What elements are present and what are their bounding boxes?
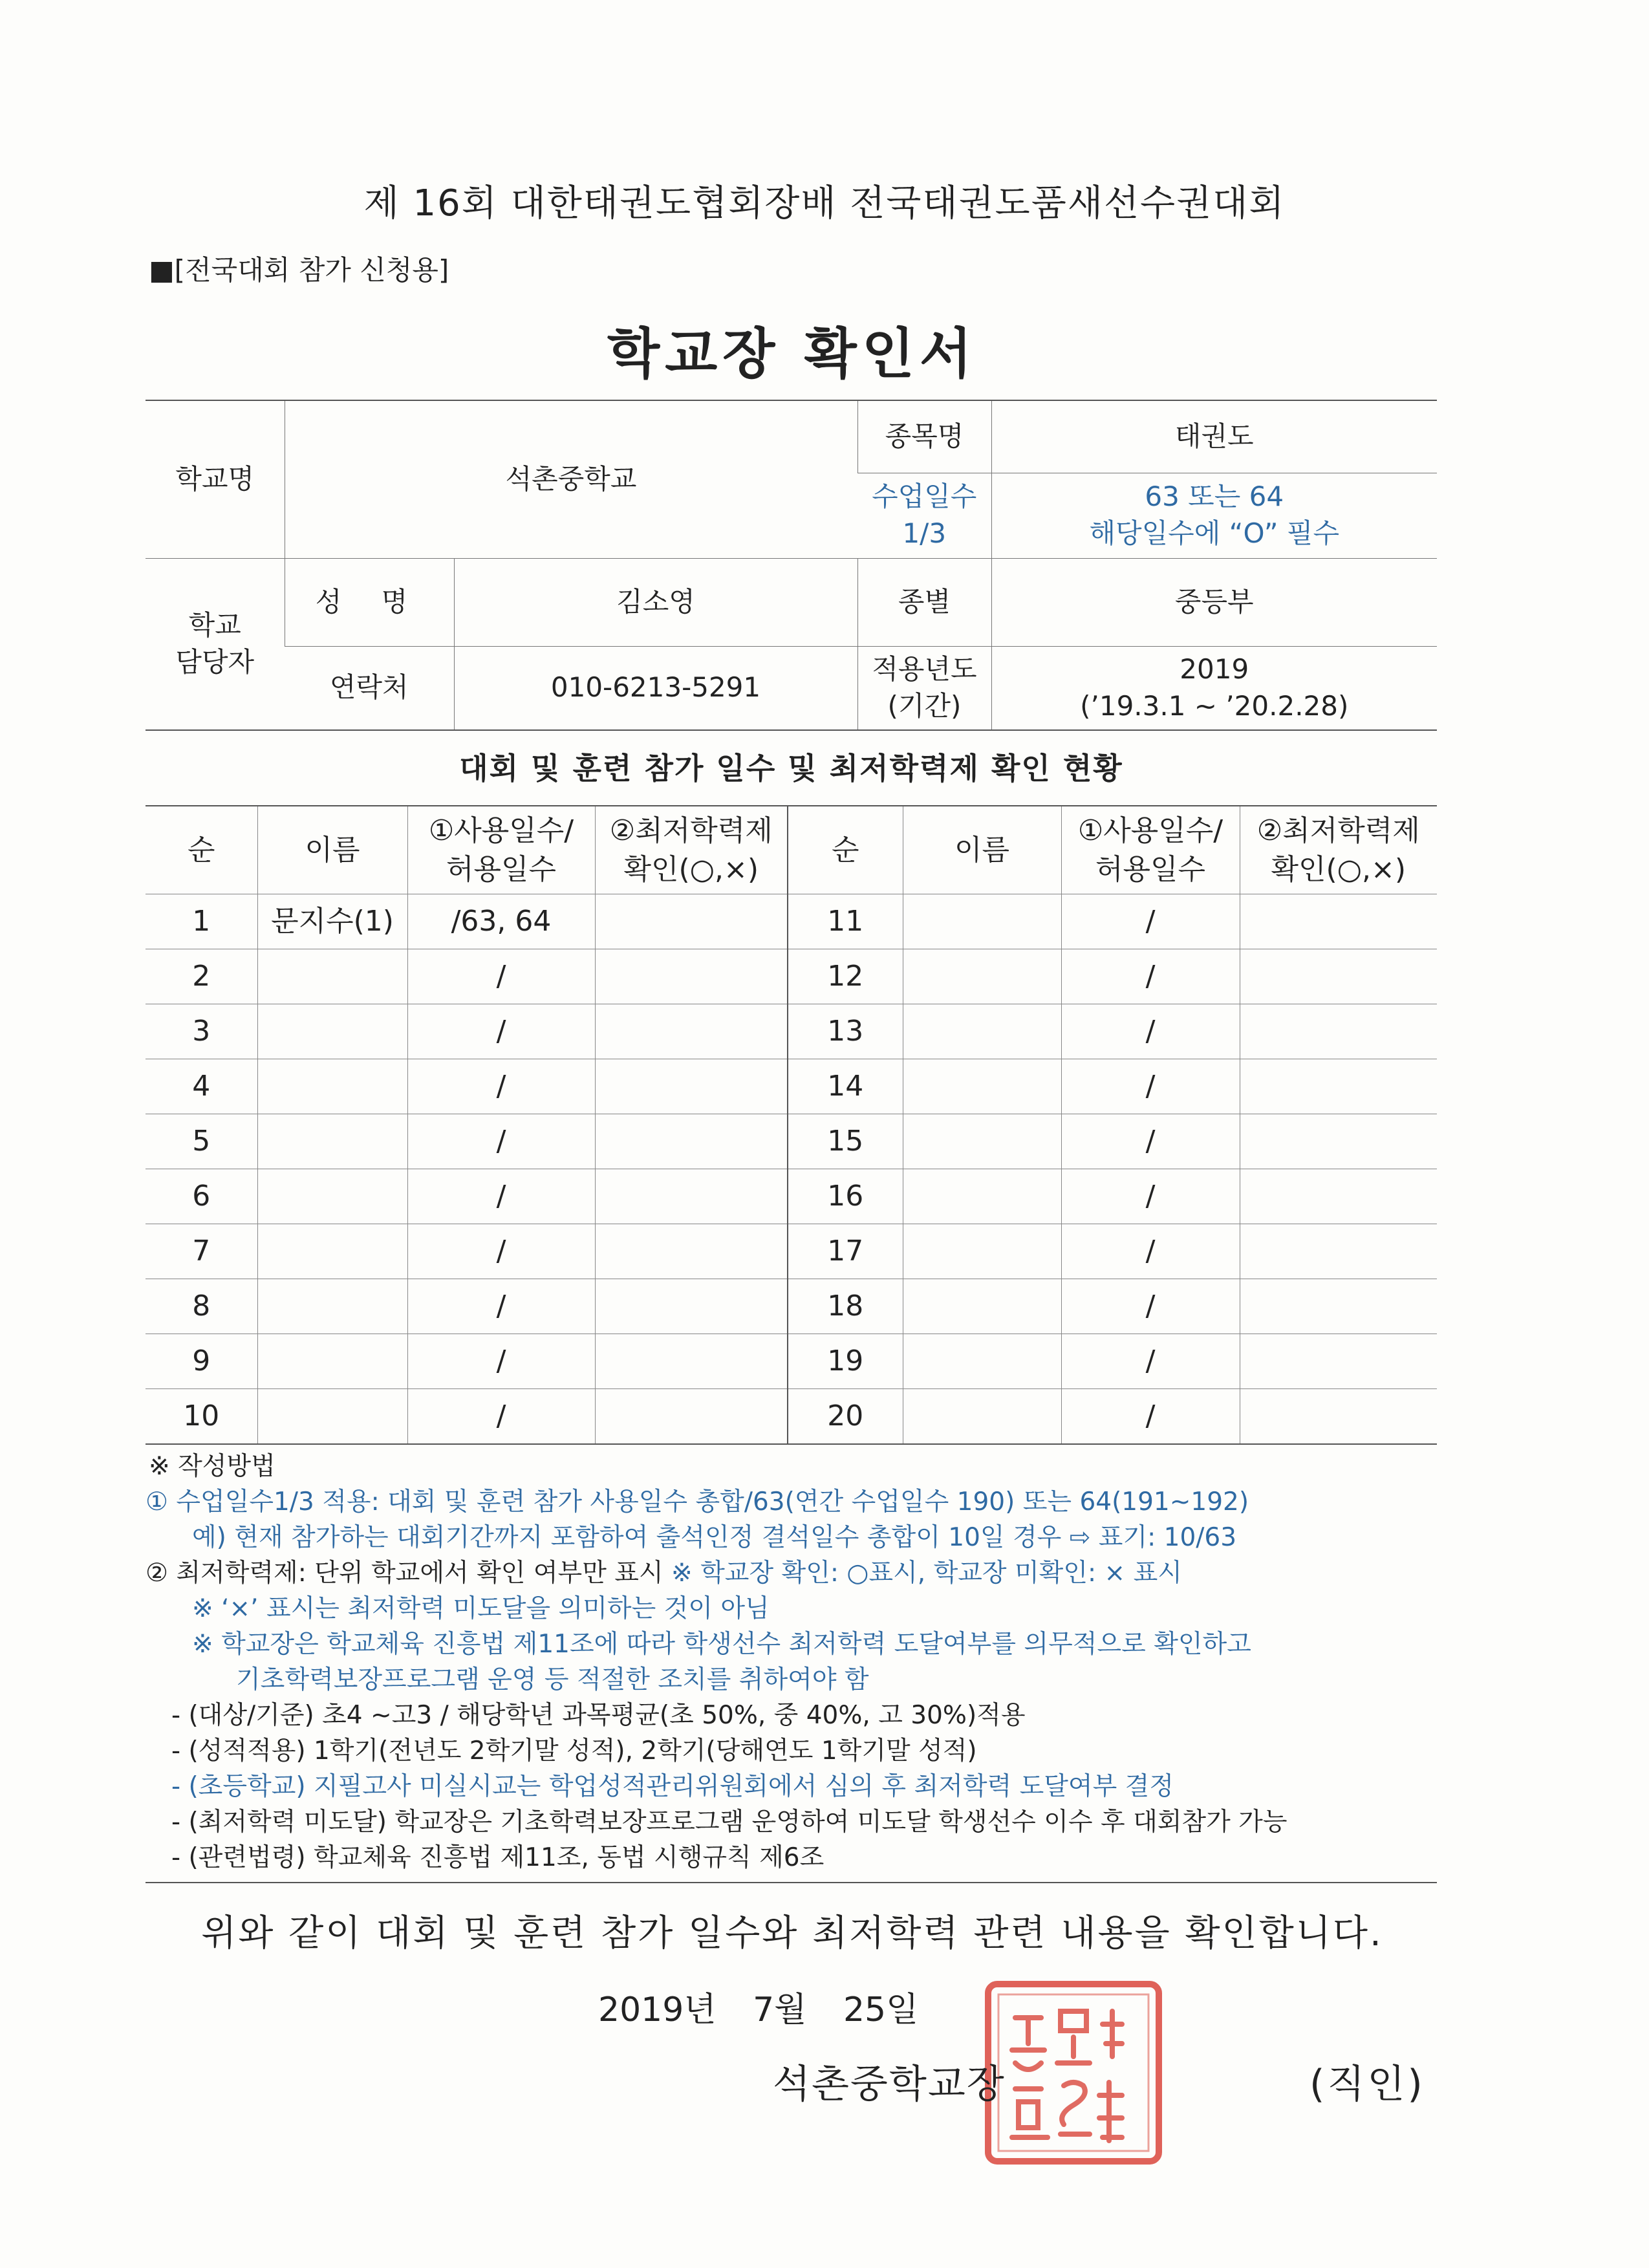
row-name bbox=[903, 1059, 1061, 1114]
row-check bbox=[1240, 1389, 1437, 1445]
dash-note-5: - (관련법령) 학교체육 진흥법 제11조, 동법 시행규칙 제6조 bbox=[171, 1843, 824, 1872]
dash-note-1: - (대상/기준) 초4 ~고3 / 해당학년 과목평균(초 50%, 중 40%, 고 30%)적용 bbox=[171, 1701, 1026, 1730]
row-days: / bbox=[407, 1224, 595, 1279]
table-row bbox=[146, 894, 1437, 949]
row-days: / bbox=[407, 1114, 595, 1169]
row-days: / bbox=[407, 1004, 595, 1059]
row-no: 4 bbox=[146, 1059, 257, 1114]
row-days: / bbox=[1061, 1169, 1240, 1224]
sport-label: 종목명 bbox=[857, 400, 991, 473]
principal-name: 석촌중학교장 bbox=[773, 2062, 1006, 2107]
row-check bbox=[595, 1224, 788, 1279]
row-name bbox=[257, 1279, 407, 1334]
row-check bbox=[595, 1169, 788, 1224]
dash-note-3: - (초등학교) 지필고사 미실시교는 학업성적관리위원회에서 심의 후 최저학력 도달여부 결정 bbox=[171, 1772, 1174, 1801]
note-2-suffix: ※ 학교장 확인: ○표시, 학교장 미확인: × 표시 bbox=[663, 1559, 1182, 1588]
table-row bbox=[146, 1114, 1437, 1169]
row-days: / bbox=[1061, 1224, 1240, 1279]
table-row bbox=[146, 1389, 1437, 1445]
writing-instructions bbox=[146, 1449, 1439, 1875]
row-no: 16 bbox=[788, 1169, 903, 1224]
row-no: 8 bbox=[146, 1279, 257, 1334]
row-no: 7 bbox=[146, 1224, 257, 1279]
contact-value: 010-6213-5291 bbox=[454, 646, 857, 730]
row-name bbox=[903, 1279, 1061, 1334]
note-2-prefix: ② 최저학력제: 단위 학교에서 확인 여부만 표시 bbox=[146, 1559, 663, 1588]
row-check bbox=[1240, 1114, 1437, 1169]
row-check bbox=[595, 1279, 788, 1334]
row-days: / bbox=[407, 1059, 595, 1114]
header-check: ②최저학력제 확인(○,×) bbox=[1240, 806, 1437, 894]
row-name bbox=[257, 1389, 407, 1445]
row-days: / bbox=[1061, 1334, 1240, 1389]
row-check bbox=[1240, 1059, 1437, 1114]
apply-year-value: 2019 (’19.3.1 ~ ’20.2.28) bbox=[991, 646, 1437, 730]
document-title: 학교장 확인서 bbox=[607, 322, 978, 385]
row-name bbox=[257, 1224, 407, 1279]
form-subtitle: ■[전국대회 참가 신청용] bbox=[149, 254, 449, 286]
row-name bbox=[257, 1059, 407, 1114]
row-check bbox=[1240, 949, 1437, 1004]
divider bbox=[146, 1882, 1437, 1883]
note-3: ※ ‘×’ 표시는 최저학력 미도달을 의미하는 것이 아님 bbox=[192, 1594, 770, 1623]
row-days: / bbox=[407, 1389, 595, 1445]
header-days: ①사용일수/ 허용일수 bbox=[407, 806, 595, 894]
apply-year-label: 적용년도 (기간) bbox=[857, 646, 991, 730]
school-name-value: 석촌중학교 bbox=[285, 400, 857, 558]
table-row bbox=[146, 1279, 1437, 1334]
row-name: 문지수(1) bbox=[257, 894, 407, 949]
row-days: / bbox=[1061, 949, 1240, 1004]
row-no: 9 bbox=[146, 1334, 257, 1389]
sport-value: 태권도 bbox=[991, 400, 1437, 473]
row-check bbox=[1240, 1224, 1437, 1279]
info-table bbox=[146, 400, 1437, 731]
row-no: 19 bbox=[788, 1334, 903, 1389]
row-name bbox=[903, 1004, 1061, 1059]
table-header-row bbox=[146, 806, 1437, 894]
row-no: 6 bbox=[146, 1169, 257, 1224]
school-manager-label: 학교 담당자 bbox=[146, 558, 285, 730]
row-check bbox=[595, 1389, 788, 1445]
row-days: / bbox=[407, 949, 595, 1004]
row-days: /63, 64 bbox=[407, 894, 595, 949]
row-no: 11 bbox=[788, 894, 903, 949]
table-row bbox=[146, 1334, 1437, 1389]
official-seal-icon bbox=[983, 1979, 1164, 2166]
issue-date: 2019년 7월 25일 bbox=[598, 1991, 919, 2029]
row-no: 18 bbox=[788, 1279, 903, 1334]
row-check bbox=[1240, 1334, 1437, 1389]
row-check bbox=[595, 1059, 788, 1114]
participation-table bbox=[146, 805, 1437, 1445]
note-4-line-2: 기초학력보장프로그램 운영 등 적절한 조치를 취하여야 함 bbox=[236, 1665, 869, 1694]
row-no: 17 bbox=[788, 1224, 903, 1279]
row-no: 2 bbox=[146, 949, 257, 1004]
row-check bbox=[595, 949, 788, 1004]
note-1-line-1: ① 수업일수1/3 적용: 대회 및 훈련 참가 사용일수 총합/63(연간 수업일수 190) 또는 64(191~192) bbox=[146, 1487, 1249, 1517]
row-name bbox=[903, 1389, 1061, 1445]
row-name bbox=[257, 949, 407, 1004]
table-row bbox=[146, 1224, 1437, 1279]
row-no: 10 bbox=[146, 1389, 257, 1445]
dash-note-4: - (최저학력 미도달) 학교장은 기초학력보장프로그램 운영하여 미도달 학생선수 이수 후 대회참가 가능 bbox=[171, 1808, 1288, 1837]
row-no: 15 bbox=[788, 1114, 903, 1169]
row-no: 14 bbox=[788, 1059, 903, 1114]
row-days: / bbox=[1061, 1114, 1240, 1169]
row-check bbox=[1240, 894, 1437, 949]
row-name bbox=[257, 1169, 407, 1224]
row-no: 1 bbox=[146, 894, 257, 949]
header-name: 이름 bbox=[257, 806, 407, 894]
notes-heading: ※ 작성방법 bbox=[149, 1452, 275, 1481]
note-1-line-2: 예) 현재 참가하는 대회기간까지 포함하여 출석인정 결석일수 총합이 10일 경우 ⇨ 표기: 10/63 bbox=[192, 1523, 1237, 1552]
division-label: 종별 bbox=[857, 558, 991, 646]
row-name bbox=[257, 1114, 407, 1169]
school-name-label: 학교명 bbox=[146, 400, 285, 558]
section-title: 대회 및 훈련 참가 일수 및 최저학력제 확인 현황 bbox=[459, 751, 1123, 786]
row-days: / bbox=[1061, 1004, 1240, 1059]
row-check bbox=[1240, 1279, 1437, 1334]
row-days: / bbox=[407, 1334, 595, 1389]
division-value: 중등부 bbox=[991, 558, 1437, 646]
contact-label: 연락처 bbox=[285, 646, 454, 730]
row-days: / bbox=[1061, 1279, 1240, 1334]
row-check bbox=[1240, 1004, 1437, 1059]
table-row bbox=[146, 949, 1437, 1004]
row-days: / bbox=[407, 1169, 595, 1224]
row-name bbox=[903, 949, 1061, 1004]
official-seal-label: (직인) bbox=[1310, 2062, 1425, 2107]
row-name bbox=[257, 1334, 407, 1389]
header-check: ②최저학력제 확인(○,×) bbox=[595, 806, 788, 894]
row-no: 13 bbox=[788, 1004, 903, 1059]
school-days-label: 수업일수 1/3 bbox=[857, 473, 991, 558]
row-no: 12 bbox=[788, 949, 903, 1004]
row-check bbox=[595, 1004, 788, 1059]
row-days: / bbox=[407, 1279, 595, 1334]
note-4-line-1: ※ 학교장은 학교체육 진흥법 제11조에 따라 학생선수 최저학력 도달여부를 의무적으로 확인하고 bbox=[192, 1630, 1251, 1659]
row-check bbox=[595, 1114, 788, 1169]
row-check bbox=[1240, 1169, 1437, 1224]
table-row bbox=[146, 1059, 1437, 1114]
row-check bbox=[595, 1334, 788, 1389]
school-days-value: 63 또는 64 해당일수에 “O” 필수 bbox=[991, 473, 1437, 558]
dash-note-2: - (성적적용) 1학기(전년도 2학기말 성적), 2학기(당해연도 1학기말 성적) bbox=[171, 1736, 977, 1766]
table-row bbox=[146, 1004, 1437, 1059]
row-no: 20 bbox=[788, 1389, 903, 1445]
event-title: 제 16회 대한태권도협회장배 전국태권도품새선수권대회 bbox=[363, 182, 1286, 224]
row-no: 5 bbox=[146, 1114, 257, 1169]
note-2 bbox=[146, 1555, 1439, 1591]
header-no: 순 bbox=[788, 806, 903, 894]
row-name bbox=[903, 1334, 1061, 1389]
header-no: 순 bbox=[146, 806, 257, 894]
row-days: / bbox=[1061, 894, 1240, 949]
manager-name-label: 성 명 bbox=[285, 558, 454, 646]
confirmation-statement: 위와 같이 대회 및 훈련 참가 일수와 최저학력 관련 내용을 확인합니다. bbox=[201, 1912, 1383, 1954]
row-name bbox=[257, 1004, 407, 1059]
row-name bbox=[903, 1169, 1061, 1224]
row-days: / bbox=[1061, 1389, 1240, 1445]
manager-name-value: 김소영 bbox=[454, 558, 857, 646]
row-check bbox=[595, 894, 788, 949]
row-days: / bbox=[1061, 1059, 1240, 1114]
row-name bbox=[903, 894, 1061, 949]
row-no: 3 bbox=[146, 1004, 257, 1059]
header-days: ①사용일수/ 허용일수 bbox=[1061, 806, 1240, 894]
table-row bbox=[146, 1169, 1437, 1224]
row-name bbox=[903, 1224, 1061, 1279]
row-name bbox=[903, 1114, 1061, 1169]
header-name: 이름 bbox=[903, 806, 1061, 894]
